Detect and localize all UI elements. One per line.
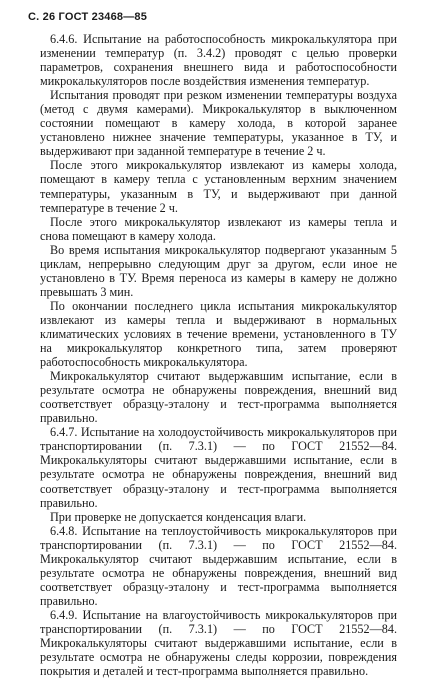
paragraph-test-method: Испытания проводят при резком изменении температуры воздуха (метод с двумя камерами). Микрокалькулятор в выключенном состоянии помещают в камеру холода, в которой заранее установлено нижнее значение температуры, указанное в ТУ, и выдерживают при заданной температуре в течение 2 ч. (40, 88, 397, 159)
paragraph-return-cold: После этого микрокалькулятор извлекают из камеры тепла и снова помещают в камеру холода. (40, 214, 397, 243)
paragraph-after-cycles: По окончании последнего цикла испытания микрокалькулятор извлекают из камеры тепла и выдерживают в нормальных климатических условиях в течение времени, установленного в ТУ на микрокалькулятор конкретного типа, затем проверяют работоспособность микрокалькулятора. (40, 298, 397, 370)
paragraph-heat-chamber: После этого микрокалькулятор извлекают из камеры холода, помещают в камеру тепла с установленным верхним значением температуры, указанным в ТУ, и выдерживают при данной температуре в течение 2 ч. (40, 158, 397, 215)
paragraph-cycles: Во время испытания микрокалькулятор подвергают указанным 5 циклам, непрерывно следующим друг за другом, если иное не установлено в ТУ. Время переноса из камеры в камеру не должно превышать 3 мин. (40, 242, 397, 299)
paragraph-6-4-6: 6.4.6. Испытание на работоспособность микрокалькулятора при изменении температур (п. 3.4.2) проводят с целью проверки параметров, сохранения внешнего вида и работоспособности микрокалькуляторов после воздействия изменения температур. (40, 32, 397, 89)
paragraph-condensation: При проверке не допускается конденсация влаги. (50, 509, 307, 524)
paragraph-6-4-9: 6.4.9. Испытание на влагоустойчивость микрокалькуляторов при транспортировании (п. 7.3.1) — по ГОСТ 21552—84. Микрокалькуляторы считают выдержавшими испытание, если в результате осмотра не обнаружены следы коррозии, повреждения покрытия и деталей и тест-программа выполняется правильно. (40, 607, 397, 678)
paragraph-6-4-7: 6.4.7. Испытание на холодоустойчивость микрокалькуляторов при транспортировании (п. 7.3.1) — по ГОСТ 21552—84. Микрокалькуляторы считают выдержавшими испытание, если в результате осмотра не обнаружены повреждения, внешний вид соответствует образцу-эталону и тест-программа выполняется правильно. (40, 425, 397, 510)
page-header: С. 26 ГОСТ 23468—85 (28, 11, 148, 23)
paragraph-pass-criteria: Микрокалькулятор считают выдержавшим испытание, если в результате осмотра не обнаружены повреждения, внешний вид соответствует образцу-эталону и тест-программа выполняется правильно. (40, 369, 397, 426)
paragraph-6-4-8: 6.4.8. Испытание на теплоустойчивость микрокалькуляторов при транспортировании (п. 7.3.1) — по ГОСТ 21552—84. Микрокалькулятор считают выдержавшим испытание, если в результате осмотра не обнаружены повреждения, внешний вид соответствует образцу-эталону и тест-программа выполняется правильно. (40, 523, 397, 608)
